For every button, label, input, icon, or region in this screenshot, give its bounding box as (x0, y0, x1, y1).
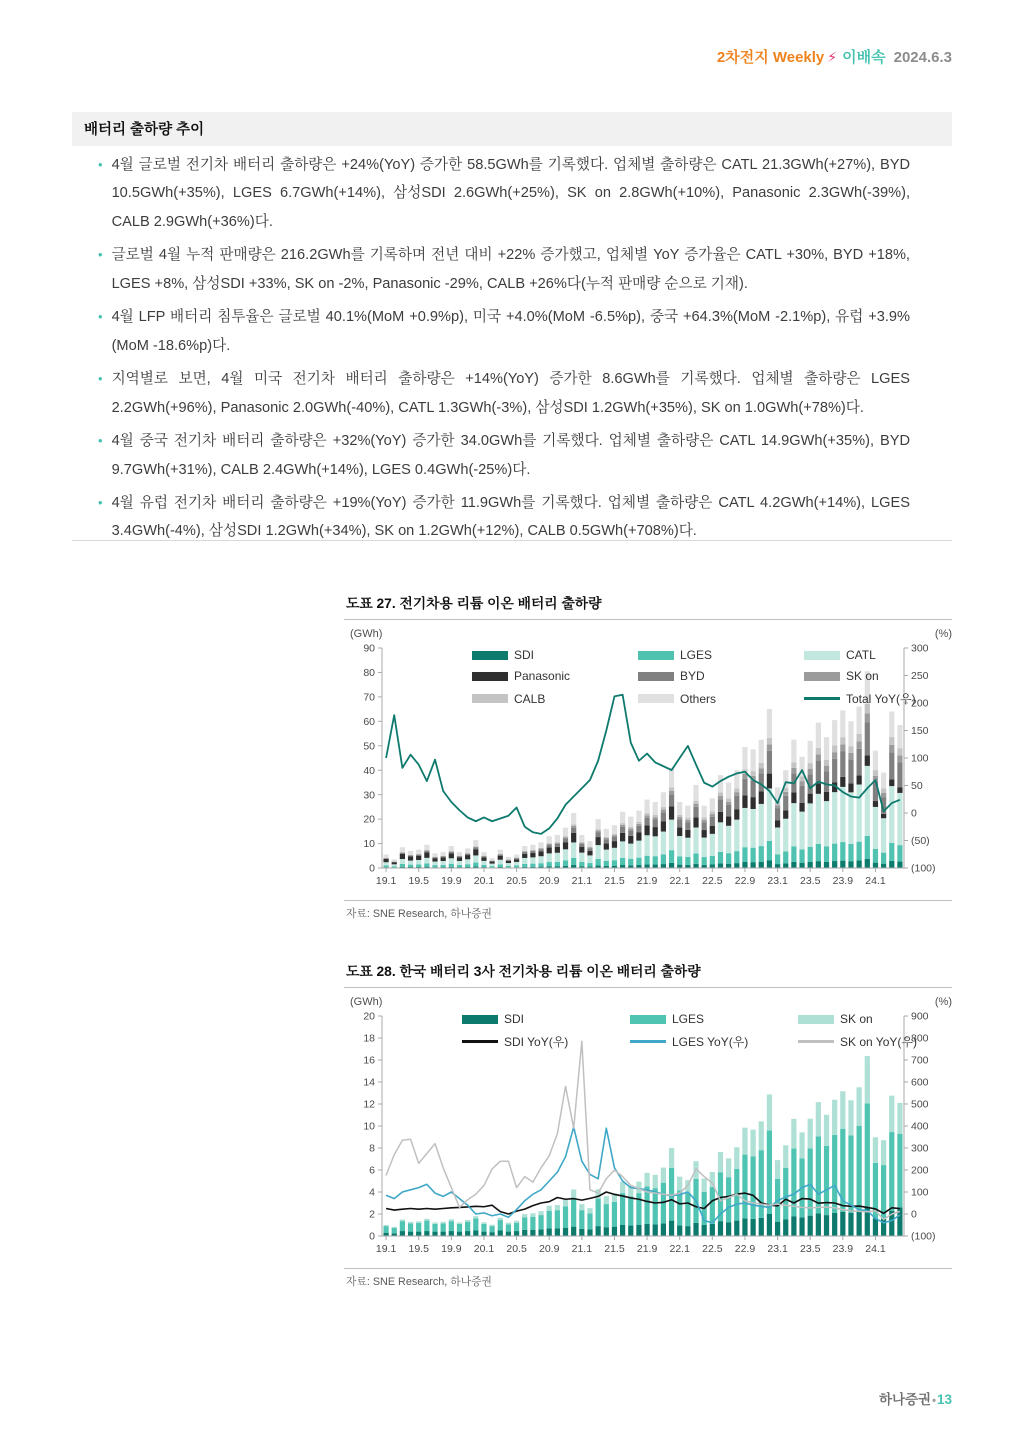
svg-text:2: 2 (369, 1208, 375, 1221)
legend-item (804, 690, 974, 707)
legend-item (798, 1033, 970, 1050)
legend-bar-swatch (638, 672, 674, 681)
lightning-icon: ⚡ (827, 49, 838, 65)
legend-label: SK on (840, 1012, 873, 1026)
svg-text:300: 300 (911, 1142, 929, 1155)
bullet-marker-icon: • (98, 494, 103, 510)
svg-text:19.5: 19.5 (408, 875, 429, 887)
legend-item (462, 1033, 630, 1050)
svg-text:23.5: 23.5 (799, 1243, 821, 1255)
svg-text:4: 4 (369, 1186, 375, 1199)
bullet-text: 4월 글로벌 전기차 배터리 출하량은 +24%(YoY) 증가한 58.5GWh를 기록했다. 업체별 출하량은 CATL 21.3GWh(+27%), BYD 10.5GWh(+35%), LGES 6.7GWh(+14%), 삼성SDI 2.6GWh(+25%), SK on 2.8GWh(+10%), Panasonic 2.3GWh(-39%), CALB 2.9GWh(+36%)다. (111, 157, 910, 230)
svg-text:22.5: 22.5 (702, 875, 723, 887)
report-author: 이배속 (842, 49, 886, 66)
legend-label: Panasonic (514, 669, 571, 683)
svg-text:23.1: 23.1 (767, 1243, 788, 1255)
svg-text:21.1: 21.1 (571, 875, 593, 887)
legend-bar-swatch (462, 1015, 498, 1024)
svg-text:20: 20 (363, 813, 375, 826)
svg-text:21.9: 21.9 (636, 1243, 658, 1255)
bullet-item (98, 489, 910, 546)
svg-text:800: 800 (911, 1032, 929, 1045)
svg-text:19.1: 19.1 (375, 1243, 397, 1255)
section-title-bar (72, 112, 952, 146)
bullet-text: 4월 유럽 전기차 배터리 출하량은 +19%(YoY) 증가한 11.9GWh를 기록했다. 업체별 출하량은 CATL 4.2GWh(+14%), LGES 3.4GWh(-4%), 삼성SDI 1.2GWh(+34%), SK on 1.2GWh(+12%), CALB 0.5GWh(+708%)다. (111, 494, 910, 540)
chart-27-legend (472, 648, 974, 707)
summary-bullet-list (98, 151, 910, 551)
bullet-item (98, 151, 910, 236)
svg-text:600: 600 (911, 1076, 929, 1089)
report-series-title: 2차전지 Weekly (716, 49, 825, 66)
svg-text:90: 90 (363, 642, 375, 655)
legend-item (462, 1012, 630, 1026)
legend-bar-swatch (472, 694, 508, 703)
svg-text:8: 8 (369, 1142, 375, 1155)
svg-text:20.5: 20.5 (506, 875, 527, 887)
svg-text:20.9: 20.9 (538, 1243, 560, 1255)
svg-text:21.1: 21.1 (571, 1243, 593, 1255)
legend-bar-swatch (798, 1015, 834, 1024)
bullet-item (98, 427, 910, 484)
svg-text:0: 0 (911, 807, 917, 820)
svg-text:70: 70 (363, 691, 375, 704)
svg-text:(100): (100) (911, 862, 936, 875)
legend-item (472, 669, 638, 683)
legend-bar-swatch (630, 1015, 666, 1024)
svg-text:19.1: 19.1 (375, 875, 397, 887)
svg-text:50: 50 (363, 740, 375, 753)
report-header (717, 46, 952, 67)
footer-separator: • (932, 1395, 936, 1407)
figure-28-title: 도표 28. 한국 배터리 3사 전기차용 리튬 이온 배터리 출하량 (344, 960, 952, 988)
legend-label: SK on (846, 669, 879, 683)
svg-text:0: 0 (369, 1230, 375, 1243)
svg-text:30: 30 (363, 789, 375, 802)
left-axis-unit: (GWh) (350, 628, 383, 640)
legend-line-swatch (462, 1040, 498, 1042)
svg-text:6: 6 (369, 1164, 375, 1177)
bullet-text: 지역별로 보면, 4월 미국 전기차 배터리 출하량은 +14%(YoY) 증가한 8.6GWh를 기록했다. 업체별 출하량은 LGES 2.2GWh(+96%), Panasonic 2.0GWh(-40%), CATL 1.3GWh(-3%), 삼성SDI 1.2GWh(+35%), SK on 1.0GWh(+78%)다. (111, 371, 910, 416)
svg-text:22.1: 22.1 (669, 875, 690, 887)
svg-text:21.9: 21.9 (636, 875, 658, 887)
svg-text:50: 50 (911, 780, 923, 793)
svg-text:400: 400 (911, 1120, 929, 1133)
legend-label: SDI YoY(우) (504, 1035, 569, 1049)
svg-text:12: 12 (363, 1098, 375, 1111)
figure-27-title: 도표 27. 전기차용 리튬 이온 배터리 출하량 (344, 592, 952, 620)
svg-text:14: 14 (363, 1076, 375, 1089)
legend-item (472, 690, 638, 707)
legend-label: LGES YoY(우) (672, 1035, 749, 1049)
svg-text:20: 20 (363, 1010, 375, 1023)
svg-text:20.1: 20.1 (473, 1243, 495, 1255)
figure-27-source: 자료: SNE Research, 하나증권 (344, 900, 952, 921)
left-axis-unit: (GWh) (350, 996, 383, 1008)
figure-28-source: 자료: SNE Research, 하나증권 (344, 1268, 952, 1289)
bullet-marker-icon: • (98, 247, 103, 263)
figure-27 (344, 592, 952, 921)
svg-text:24.1: 24.1 (865, 875, 886, 887)
legend-label: LGES (672, 1012, 705, 1026)
legend-line-swatch (630, 1040, 666, 1042)
svg-text:18: 18 (363, 1032, 375, 1045)
footer-brand: 하나증권 (878, 1392, 932, 1407)
svg-text:500: 500 (911, 1098, 929, 1111)
svg-text:10: 10 (363, 1120, 375, 1133)
legend-item (804, 669, 974, 683)
svg-text:100: 100 (911, 1186, 929, 1199)
legend-bar-swatch (804, 672, 840, 681)
svg-text:22.5: 22.5 (702, 1243, 723, 1255)
figure-28-chart-box (344, 988, 952, 1265)
legend-line-swatch (804, 697, 840, 699)
figure-28 (344, 960, 952, 1289)
bullet-text: 4월 중국 전기차 배터리 출하량은 +32%(YoY) 증가한 34.0GWh를 기록했다. 업체별 출하량은 CATL 14.9GWh(+35%), BYD 9.7GWh(+31%), CALB 2.4GWh(+14%), LGES 0.4GWh(-25%)다. (111, 433, 910, 478)
svg-text:700: 700 (911, 1054, 929, 1067)
svg-text:10: 10 (363, 838, 375, 851)
legend-line-swatch (798, 1040, 834, 1042)
bullet-item (98, 303, 910, 360)
legend-label: Others (680, 691, 717, 706)
svg-text:16: 16 (363, 1054, 375, 1067)
figure-27-chart-box (344, 620, 952, 897)
svg-text:19.9: 19.9 (441, 875, 462, 887)
bullet-marker-icon: • (98, 309, 103, 325)
svg-text:60: 60 (363, 715, 375, 728)
bullet-text: 4월 LFP 배터리 침투율은 글로벌 40.1%(MoM +0.9%p), 미국 +4.0%(MoM -6.5%p), 중국 +64.3%(MoM -2.1%p), 유럽 +3.9%(MoM -18.6%p)다. (111, 309, 910, 354)
legend-label: CALB (514, 691, 546, 706)
legend-bar-swatch (472, 672, 508, 681)
legend-bar-swatch (638, 694, 674, 703)
bullet-text: 글로벌 4월 누적 판매량은 216.2GWh를 기록하며 전년 대비 +22% 증가했고, 업체별 YoY 증가율은 CATL +30%, BYD +18%, LGES +8%, 삼성SDI +33%, SK on -2%, Panasonic -29%, CALB +26%다(누적 판매량 순으로 기재). (111, 247, 910, 292)
page-footer (879, 1388, 952, 1408)
svg-text:0: 0 (369, 862, 375, 875)
legend-item (638, 648, 804, 662)
svg-text:250: 250 (911, 670, 929, 683)
legend-item (804, 648, 974, 662)
chart-28-legend (462, 1012, 970, 1050)
svg-text:0: 0 (911, 1208, 917, 1221)
legend-label: BYD (680, 669, 705, 683)
legend-label: CATL (846, 648, 876, 662)
legend-bar-swatch (472, 651, 508, 660)
svg-text:20.9: 20.9 (538, 875, 560, 887)
legend-bar-swatch (638, 651, 674, 660)
legend-item (798, 1012, 970, 1026)
legend-item (638, 690, 804, 707)
svg-text:150: 150 (911, 725, 929, 738)
legend-label: SK on YoY(우) (840, 1035, 917, 1049)
svg-text:80: 80 (363, 667, 375, 680)
svg-text:200: 200 (911, 697, 929, 710)
section-title: 배터리 출하량 추이 (84, 122, 205, 138)
report-date: 2024.6.3 (893, 49, 952, 66)
legend-label: LGES (680, 648, 713, 662)
svg-text:22.9: 22.9 (734, 1243, 756, 1255)
svg-text:(50): (50) (911, 835, 930, 848)
footer-page-number: 13 (936, 1392, 952, 1407)
legend-item (630, 1033, 798, 1050)
svg-text:100: 100 (911, 752, 929, 765)
svg-text:20.5: 20.5 (506, 1243, 527, 1255)
bullet-item (98, 365, 910, 422)
svg-text:23.1: 23.1 (767, 875, 788, 887)
svg-text:19.5: 19.5 (408, 1243, 429, 1255)
svg-text:23.5: 23.5 (799, 875, 821, 887)
svg-text:24.1: 24.1 (865, 1243, 886, 1255)
svg-text:21.5: 21.5 (604, 875, 625, 887)
legend-label: SDI (504, 1012, 525, 1026)
legend-label: Total YoY(우) (846, 692, 916, 706)
svg-text:20.1: 20.1 (473, 875, 495, 887)
svg-text:22.1: 22.1 (669, 1243, 690, 1255)
right-axis-unit: (%) (934, 628, 952, 640)
svg-text:21.5: 21.5 (604, 1243, 625, 1255)
svg-text:(100): (100) (911, 1230, 936, 1243)
svg-text:300: 300 (911, 642, 929, 655)
legend-label: SDI (514, 648, 535, 662)
svg-text:23.9: 23.9 (832, 875, 854, 887)
bullet-marker-icon: • (98, 433, 103, 449)
svg-text:900: 900 (911, 1010, 929, 1023)
bullet-item (98, 241, 910, 298)
right-axis-unit: (%) (934, 996, 952, 1008)
legend-item (472, 648, 638, 662)
svg-text:22.9: 22.9 (734, 875, 756, 887)
svg-text:23.9: 23.9 (832, 1243, 854, 1255)
legend-item (638, 669, 804, 683)
svg-text:40: 40 (363, 764, 375, 777)
legend-bar-swatch (804, 651, 840, 660)
svg-text:200: 200 (911, 1164, 929, 1177)
svg-text:19.9: 19.9 (441, 1243, 462, 1255)
section-divider (72, 540, 952, 541)
legend-item (630, 1012, 798, 1026)
bullet-marker-icon: • (98, 371, 103, 387)
bullet-marker-icon: • (98, 157, 103, 172)
